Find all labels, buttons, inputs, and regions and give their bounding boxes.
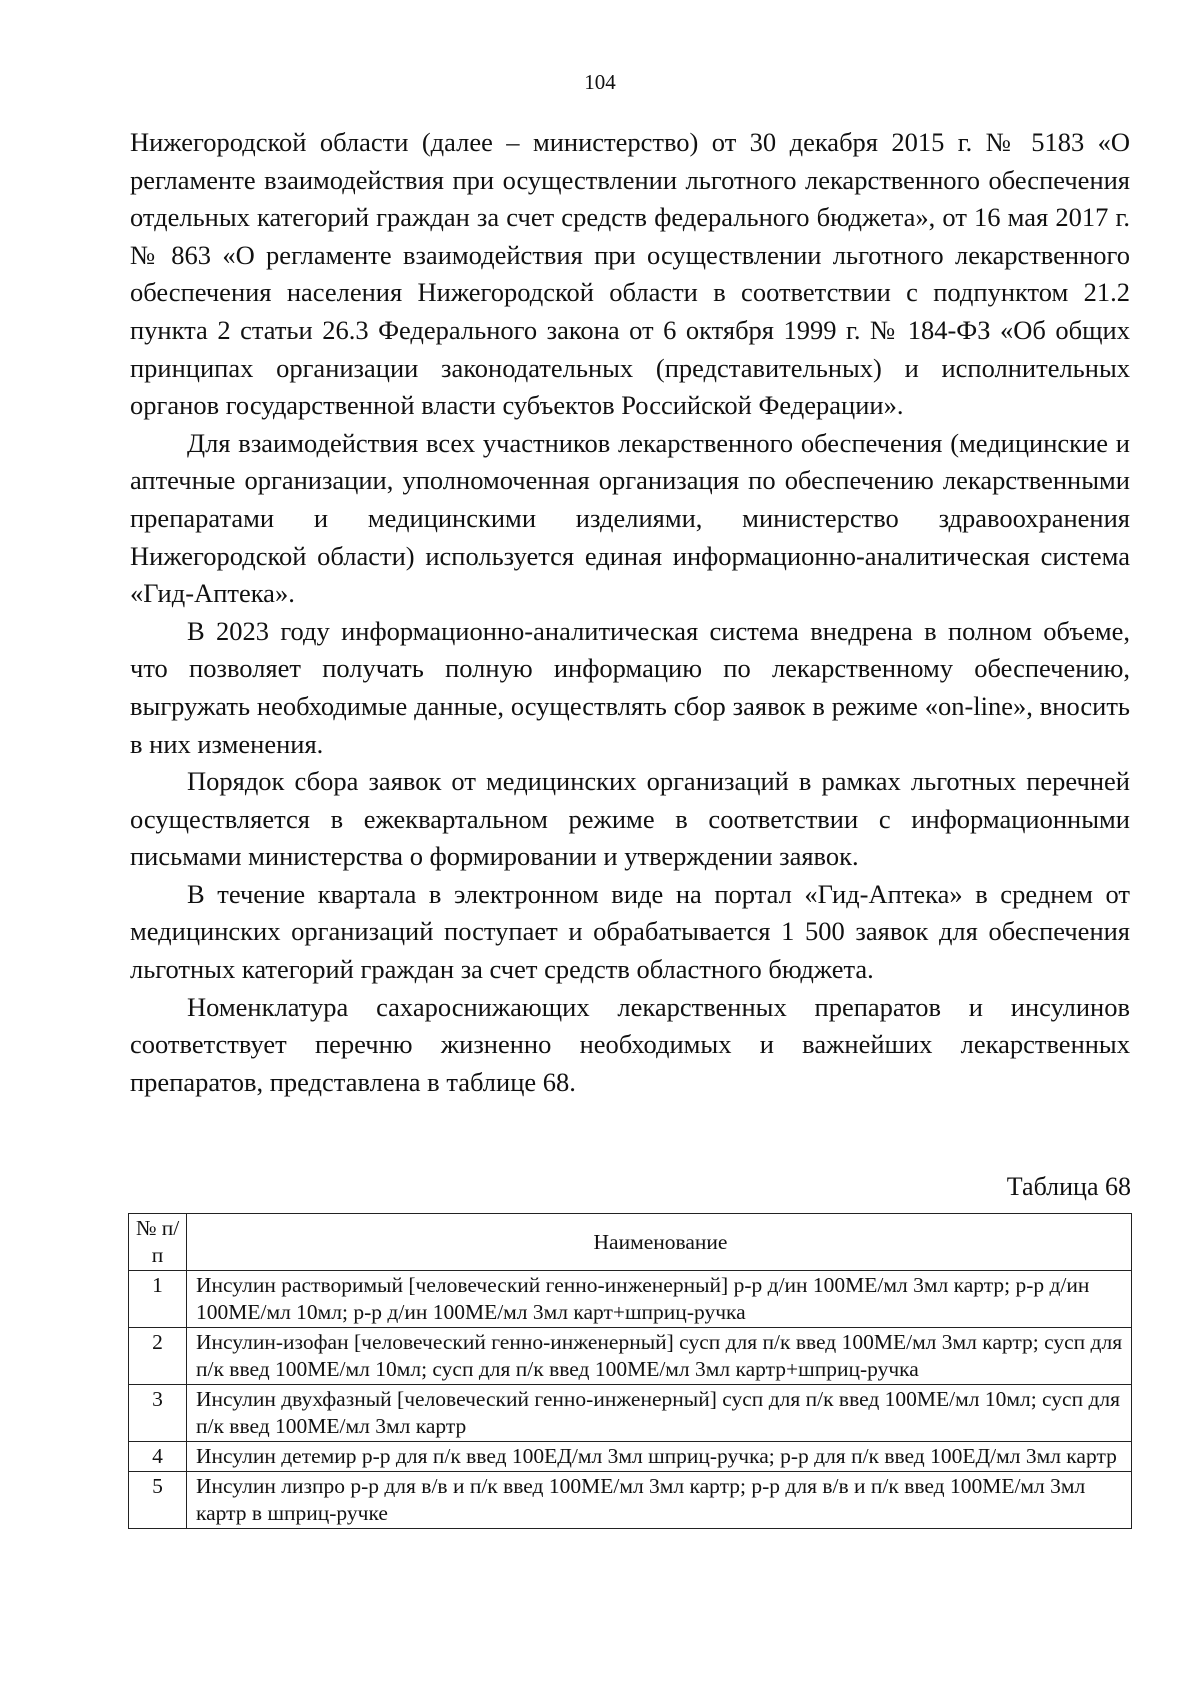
row-number: 3 [129, 1385, 187, 1442]
paragraph-implementation-2023: В 2023 году информационно-аналитическая система внедрена в полном объеме, что позволяет получать полную информацию по лекарственному обеспечению, выгружать необходимые данные, осуществлять сбор заявок в режиме «on-line», вносить в них изменения. [130, 615, 1130, 759]
table-row [129, 1442, 1132, 1472]
table-row [129, 1472, 1132, 1529]
table-row [129, 1271, 1132, 1328]
row-number: 4 [129, 1442, 187, 1472]
insulin-table [128, 1213, 1132, 1529]
row-number: 1 [129, 1271, 187, 1328]
row-name: Инсулин лизпро р-р для в/в и п/к введ 100МЕ/мл 3мл картр; р-р для в/в и п/к введ 100МЕ/мл 3мл картр в шприц-ручке [187, 1472, 1132, 1529]
paragraph-request-procedure: Порядок сбора заявок от медицинских организаций в рамках льготных перечней осуществляется в ежеквартальном режиме в соответствии с информационными письмами министерства о формировании и утверждении заявок. [130, 766, 1130, 872]
table-header-row [129, 1214, 1132, 1271]
header-name: Наименование [187, 1214, 1132, 1271]
paragraph-continuation: Нижегородской области (далее – министерство) от 30 декабря 2015 г. № 5183 «О регламенте взаимодействия при осуществлении льготного лекарственного обеспечения отдельных категорий граждан за счет средств федерального бюджета», от 16 мая 2017 г. № 863 «О регламенте взаимодействия при осуществлении льготного лекарственного обеспечения населения Нижегородской области в соответствии с подпунктом 21.2 пункта 2 статьи 26.3 Федерального закона от 6 октября 1999 г. № 184-ФЗ «Об общих принципах организации законодательных (представительных) и исполнительных органов государственной власти субъектов Российской Федерации». [130, 127, 1130, 421]
paragraph-information-system: Для взаимодействия всех участников лекарственного обеспечения (медицинские и аптечные организации, уполномоченная организация по обеспечению лекарственными препаратами и медицинскими изделиями, министерство здравоохранения Нижегородской области) используется единая информационно-аналитическая система «Гид-Аптека». [130, 427, 1130, 609]
table-caption: Таблица 68 [1006, 1172, 1131, 1201]
table-row [129, 1385, 1132, 1442]
paragraph-quarterly-requests: В течение квартала в электронном виде на портал «Гид-Аптека» в среднем от медицинских организаций поступает и обрабатывается 1 500 заявок для обеспечения льготных категорий граждан за счет средств областного бюджета. [130, 878, 1130, 985]
paragraph-nomenclature: Номенклатура сахароснижающих лекарственных препаратов и инсулинов соответствует перечню жизненно необходимых и важнейших лекарственных препаратов, представлена в таблице 68. [130, 991, 1130, 1097]
row-name: Инсулин двухфазный [человеческий генно-инженерный] сусп для п/к введ 100МЕ/мл 10мл; сусп для п/к введ 100МЕ/мл 3мл картр [187, 1385, 1132, 1442]
page-number: 104 [584, 70, 616, 94]
document-body [130, 124, 1130, 1101]
row-number: 2 [129, 1328, 187, 1385]
table-row [129, 1328, 1132, 1385]
row-name: Инсулин детемир р-р для п/к введ 100ЕД/мл 3мл шприц-ручка; р-р для п/к введ 100ЕД/мл 3мл картр [187, 1442, 1132, 1472]
row-number: 5 [129, 1472, 187, 1529]
header-number: № п/п [129, 1214, 187, 1271]
row-name: Инсулин растворимый [человеческий генно-инженерный] р-р д/ин 100МЕ/мл 3мл картр; р-р д/ин 100МЕ/мл 10мл; р-р д/ин 100МЕ/мл 3мл карт+шприц-ручка [187, 1271, 1132, 1328]
row-name: Инсулин-изофан [человеческий генно-инженерный] сусп для п/к введ 100МЕ/мл 3мл картр; сусп для п/к введ 100МЕ/мл 10мл; сусп для п/к введ 100МЕ/мл 3мл картр+шприц-ручка [187, 1328, 1132, 1385]
